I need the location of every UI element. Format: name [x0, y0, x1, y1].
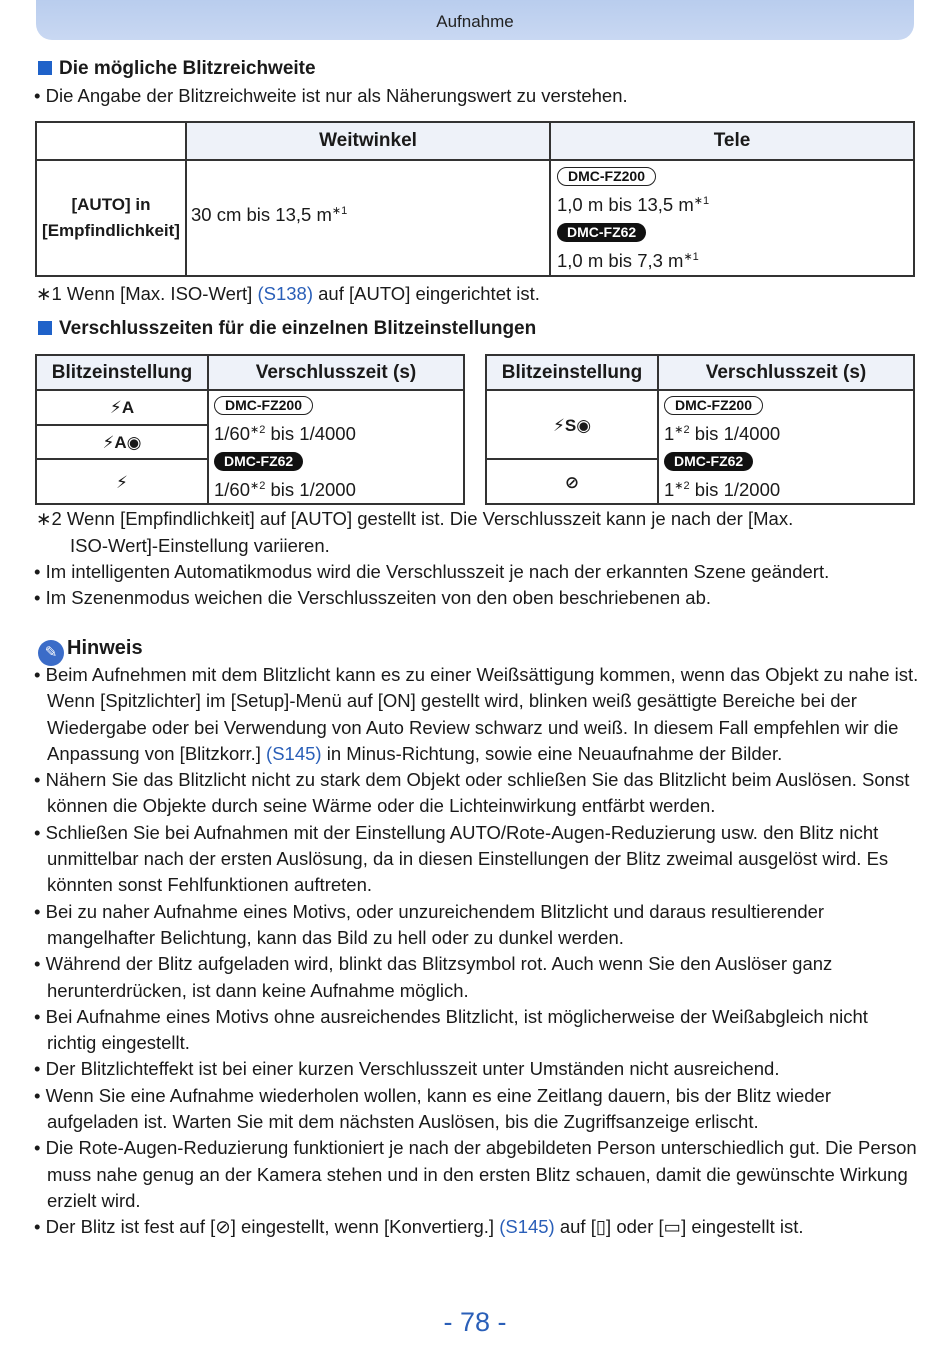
- list-item: • Die Rote-Augen-Reduzierung funktioniert je nach der abgebildeten Person unterschiedlich gut. Die Person muss nahe genug an der Kamera stehen und in den ersten Blitz schauen, damit die gewünschte Wirkung erzielt wird.: [34, 1135, 919, 1214]
- model-badge-fz62: DMC-FZ62: [664, 452, 753, 471]
- list-item-text: in Minus-Richtung, sowie eine Neuaufnahme der Bilder.: [321, 742, 783, 764]
- row-label: [36, 160, 186, 276]
- flash-auto-redeye-cell: [36, 425, 208, 460]
- page-link-s138[interactable]: (S138): [257, 283, 313, 304]
- section-title-text: Die mögliche Blitzreichweite: [59, 58, 316, 79]
- tele-value-fz62: 1,0 m bis 7,3 m: [557, 250, 684, 271]
- wide-value-cell: [186, 160, 550, 276]
- footnote-ref-2: ∗2: [674, 480, 690, 492]
- shutter-value-prefix: 1: [664, 423, 675, 444]
- header-setting: Blitzeinstellung: [36, 355, 208, 390]
- shutter-right-values: [658, 390, 914, 504]
- model-badge-fz200: DMC-FZ200: [557, 167, 656, 186]
- section-marker-icon: [38, 61, 52, 75]
- flash-slow-redeye-cell: [486, 390, 658, 459]
- empty-header-cell: [36, 122, 186, 160]
- shutter-value-prefix: 1: [664, 479, 675, 500]
- footnote-ref-1c: ∗1: [683, 251, 699, 263]
- flash-off-icon: ⊘: [215, 1216, 231, 1238]
- section-title-shutter: [38, 318, 536, 340]
- list-item: [34, 662, 919, 767]
- range-table: [35, 121, 915, 277]
- model-badge-fz62: DMC-FZ62: [214, 452, 303, 471]
- flash-forced-icon: ⚡: [116, 472, 128, 492]
- tele-value-cell: [550, 160, 914, 276]
- list-item: • Der Blitzlichteffekt ist bei einer kurzen Verschlusszeit unter Umständen nicht ausreichend.: [34, 1056, 919, 1082]
- pencil-icon: ✎: [38, 640, 64, 666]
- shutter-table-left: [35, 354, 465, 505]
- flash-auto-redeye-icon: ⚡A◉: [102, 432, 142, 452]
- model-badge-fz200: DMC-FZ200: [214, 396, 313, 415]
- list-item: • Schließen Sie bei Aufnahmen mit der Einstellung AUTO/Rote-Augen-Reduzierung usw. den Blitz nicht unmittelbar nach der ersten Auslösung, da in diesen Einstellungen der Blitz zweimal ausgelöst wird. Es könnten sonst Fehlfunktionen auftreten.: [34, 820, 919, 899]
- flash-auto-cell: [36, 390, 208, 425]
- list-item-text: ] eingestellt ist.: [681, 1216, 804, 1238]
- shutter-value-prefix: 1/60: [214, 479, 251, 500]
- hinweis-title-text: Hinweis: [67, 637, 143, 659]
- list-item-text: auf [: [554, 1216, 596, 1238]
- list-item-text: ] oder [: [606, 1216, 664, 1238]
- shutter-left-values: [208, 390, 464, 504]
- flash-auto-icon: ⚡A: [109, 398, 135, 418]
- flash-off-icon: ⊘: [564, 472, 580, 492]
- flash-slow-redeye-icon: ⚡S◉: [552, 415, 592, 435]
- footnote-ref-2: ∗2: [674, 424, 690, 436]
- shutter-table-right: [485, 354, 915, 505]
- intro-text: • Die Angabe der Blitzreichweite ist nur als Näherungswert zu verstehen.: [34, 85, 628, 106]
- shutter-value-suffix: bis 1/2000: [689, 479, 781, 500]
- flash-forced-cell: [36, 459, 208, 504]
- footnote-1-text: ∗1 Wenn [Max. ISO-Wert]: [36, 283, 258, 304]
- page-link-s145[interactable]: (S145): [499, 1216, 555, 1238]
- header-shutter: Verschlusszeit (s): [658, 355, 914, 390]
- tele-value-fz200: 1,0 m bis 13,5 m: [557, 194, 694, 215]
- bullet-auto-mode: • Im intelligenten Automatikmodus wird die Verschlusszeit je nach der erkannten Szene geändert.: [34, 561, 830, 582]
- chapter-title: Aufnahme: [436, 12, 514, 31]
- section-title-range: [38, 58, 316, 80]
- flash-off-cell: [486, 459, 658, 504]
- shutter-value-suffix: bis 1/4000: [689, 423, 781, 444]
- header-shutter: Verschlusszeit (s): [208, 355, 464, 390]
- bullet-scene-mode: • Im Szenenmodus weichen die Verschlusszeiten von den oben beschriebenen ab.: [34, 587, 712, 608]
- footnote-2-line1: ∗2 Wenn [Empfindlichkeit] auf [AUTO] gestellt ist. Die Verschlusszeit kann je nach der [Max.: [36, 508, 794, 529]
- list-item-text: ] eingestellt, wenn [Konvertierg.]: [230, 1216, 500, 1238]
- shutter-value-suffix: bis 1/2000: [265, 479, 356, 500]
- close-up-conversion-icon: ▭: [663, 1216, 682, 1238]
- footnote-2-line2: ISO-Wert]-Einstellung variieren.: [70, 535, 330, 556]
- page-link-s145[interactable]: (S145): [266, 742, 322, 764]
- shutter-value-suffix: bis 1/4000: [265, 423, 356, 444]
- chapter-header: [36, 0, 914, 40]
- shutter-value-prefix: 1/60: [214, 423, 251, 444]
- list-item: • Nähern Sie das Blitzlicht nicht zu stark dem Objekt oder schließen Sie das Blitzlicht beim Auslösen. Sonst können die Objekte durch seine Wärme oder die Lichteinwirkung entfärbt werden.: [34, 767, 919, 820]
- page-number: - 78 -: [443, 1307, 507, 1337]
- footnote-ref-1b: ∗1: [693, 195, 710, 207]
- footnote-ref-2: ∗2: [250, 424, 266, 436]
- list-item: • Bei zu naher Aufnahme eines Motivs, oder unzureichendem Blitzlicht und daraus resultierender mangelhafter Belichtung, kann das Bild zu hell oder zu dunkel werden.: [34, 899, 919, 952]
- footnote-ref-2: ∗2: [250, 480, 266, 492]
- footnote-1: [36, 283, 540, 305]
- tele-conversion-icon: ▯: [595, 1216, 607, 1238]
- header-tele: Tele: [550, 122, 914, 160]
- section-marker-icon: [38, 321, 52, 335]
- row-label-line2: [Empfindlichkeit]: [42, 221, 180, 240]
- list-item-text: Beim Aufnehmen mit dem Blitzlicht kann es zu einer Weißsättigung kommen, wenn das Objekt zu nahe ist. Wenn [Spitzlichter] im [Setup]-Menü auf [ON] gestellt wird, blinken weiß gesättigte Bereiche bei der Wiedergabe oder bei Verwendung von Auto Review schwarz und weiß. In diesem Fall empfehlen wir die Anpassung von [Blitzkorr.]: [45, 664, 919, 764]
- row-label-line1: [AUTO] in: [71, 195, 151, 214]
- wide-value: 30 cm bis 13,5 m: [191, 204, 332, 225]
- model-badge-fz62: DMC-FZ62: [557, 223, 646, 242]
- list-item: • Bei Aufnahme eines Motivs ohne ausreichendes Blitzlicht, ist möglicherweise der Weißabgleich nicht richtig eingestellt.: [34, 1004, 919, 1057]
- list-item-text: Der Blitz ist fest auf [: [45, 1216, 216, 1238]
- header-setting: Blitzeinstellung: [486, 355, 658, 390]
- list-item: • Wenn Sie eine Aufnahme wiederholen wollen, kann es eine Zeitlang dauern, bis der Blitz wieder aufgeladen ist. Warten Sie mit dem nächsten Auslösen, bis die Zugriffsanzeige erlischt.: [34, 1083, 919, 1136]
- list-item: [34, 1214, 919, 1240]
- footnote-1-suffix: auf [AUTO] eingerichtet ist.: [313, 283, 540, 304]
- list-item: • Während der Blitz aufgeladen wird, blinkt das Blitzsymbol rot. Auch wenn Sie den Auslöser ganz herunterdrücken, ist dann keine Aufnahme möglich.: [34, 951, 919, 1004]
- model-badge-fz200: DMC-FZ200: [664, 396, 763, 415]
- hinweis-list: [34, 662, 919, 1241]
- header-wide: Weitwinkel: [186, 122, 550, 160]
- section-title-text: Verschlusszeiten für die einzelnen Blitzeinstellungen: [59, 318, 537, 339]
- footnote-ref-1: ∗1: [331, 205, 348, 217]
